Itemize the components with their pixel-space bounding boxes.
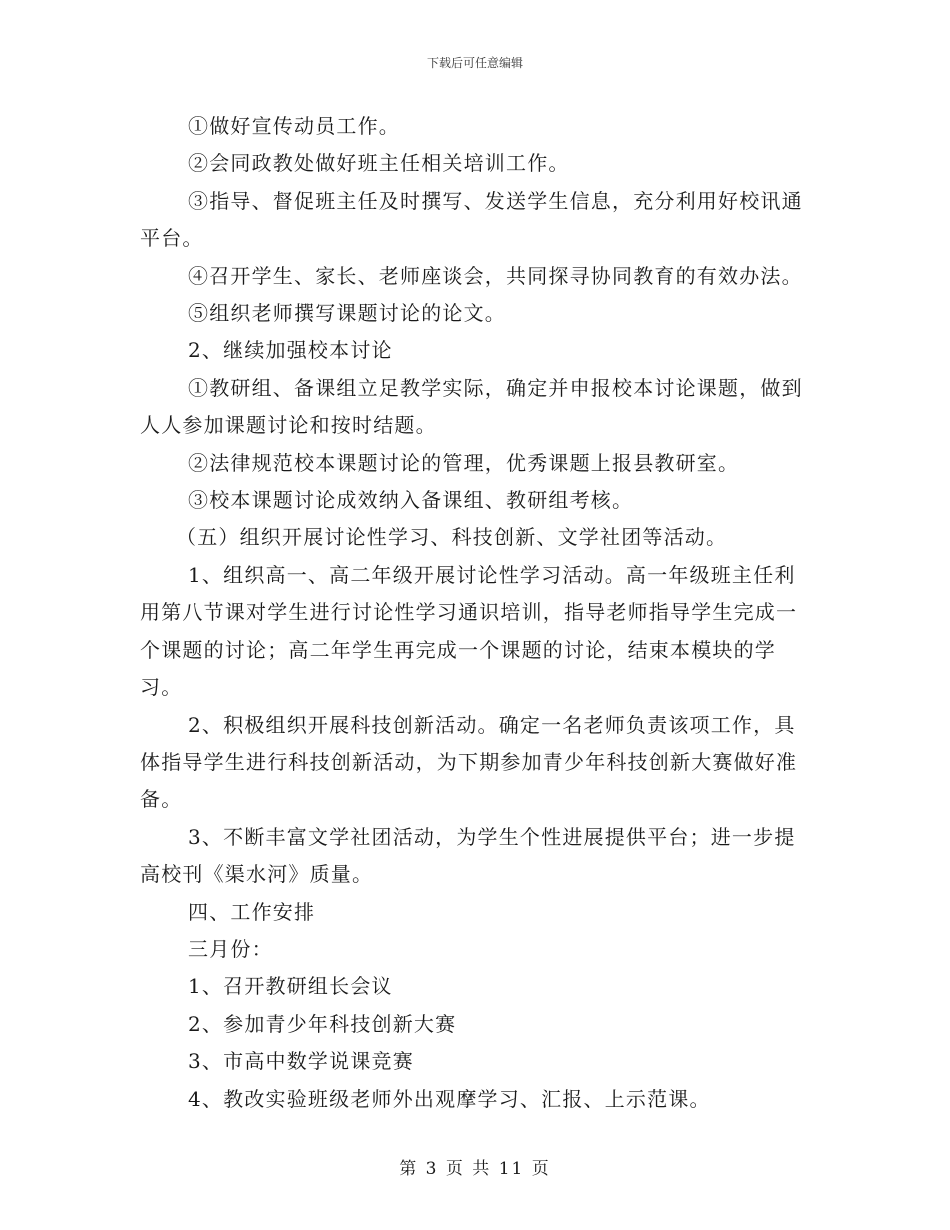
paragraph-11: 3、不断丰富文学社团活动，为学生个性进展提供平台；进一步提高校刊《渠水河》质量。	[140, 824, 796, 887]
month-heading-march: 三月份：	[188, 936, 273, 961]
list-item: 4、教改实验班级老师外出观摩学习、汇报、上示范课。	[188, 1086, 711, 1111]
list-item: 2、参加青少年科技创新大赛	[188, 1011, 457, 1036]
paragraph-7: ②法律规范校本课题讨论的管理，优秀课题上报县教研室。	[188, 450, 740, 475]
list-item: 1、召开教研组长会议	[188, 974, 393, 999]
page-header: 下载后可任意编辑	[426, 56, 523, 70]
paragraph-5: ⑤组织老师撰写课题讨论的论文。	[188, 301, 506, 326]
list-item: 3、市高中数学说课竞赛	[188, 1049, 414, 1074]
section-heading-activities: （五）组织开展讨论性学习、科技创新、文学社团等活动。	[176, 525, 728, 550]
paragraph-10: 2、积极组织开展科技创新活动。确定一名老师负责该项工作，具体指导学生进行科技创新活动，为下期参加青少年科技创新大赛做好准备。	[140, 712, 798, 812]
paragraph-1: ①做好宣传动员工作。	[188, 114, 400, 138]
paragraph-9: 1、组织高一、高二年级开展讨论性学习活动。高一年级班主任利用第八节课对学生进行讨论性学习通识培训，指导老师指导学生完成一个课题的讨论；高二年学生再完成一个课题的讨论，结束本模块的学习。	[140, 562, 798, 700]
paragraph-2: ②会同政教处做好班主任相关培训工作。	[188, 151, 570, 176]
paragraph-4: ④召开学生、家长、老师座谈会，共同探寻协同教育的有效办法。	[188, 263, 803, 288]
paragraph-8: ③校本课题讨论成效纳入备课组、教研组考核。	[188, 488, 634, 513]
section-heading-school-research: 2、继续加强校本讨论	[188, 338, 393, 363]
section-heading-work-schedule: 四、工作安排	[188, 899, 316, 924]
page-number-footer: 第 3 页 共 11 页	[399, 1159, 551, 1179]
document-body	[140, 108, 812, 1118]
paragraph-6: ①教研组、备课组立足教学实际，确定并申报校本讨论课题，做到人人参加课题讨论和按时结题。	[140, 375, 803, 438]
paragraph-3: ③指导、督促班主任及时撰写、发送学生信息，充分利用好校讯通平台。	[140, 188, 803, 251]
